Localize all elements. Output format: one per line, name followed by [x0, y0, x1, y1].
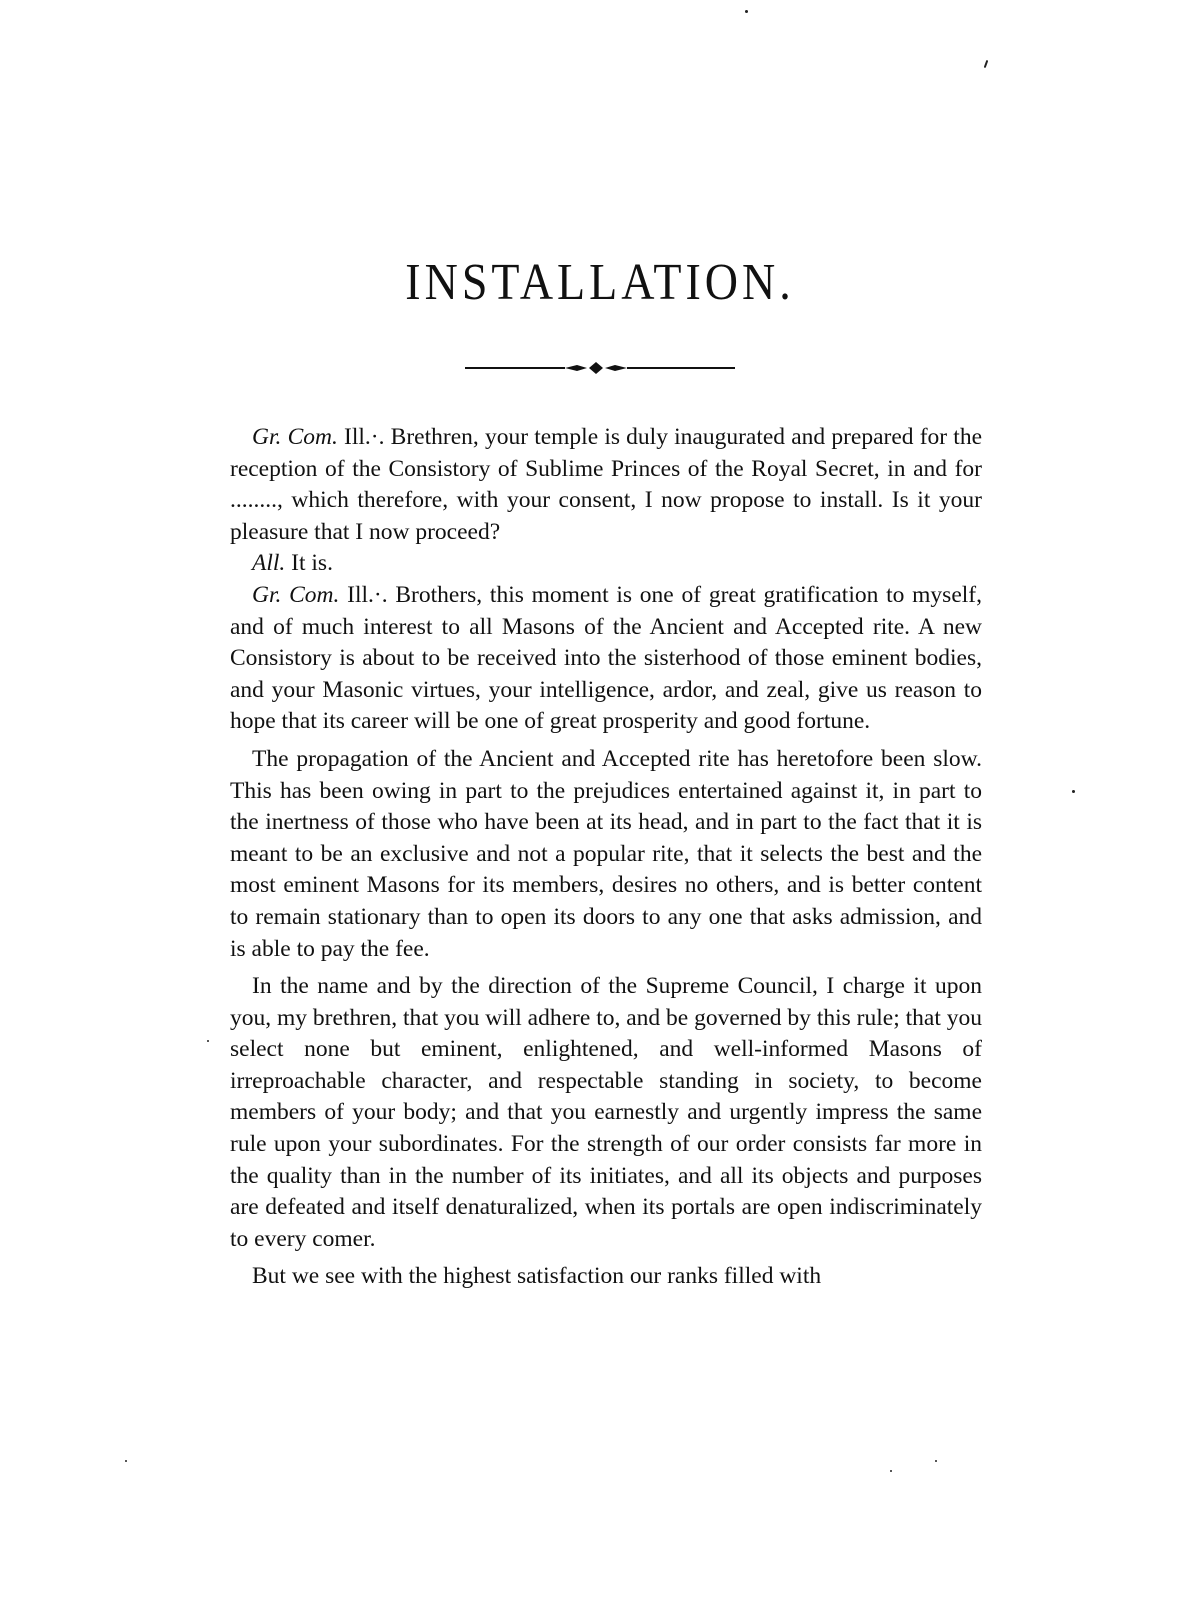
- paragraph-text: It is.: [291, 550, 333, 577]
- paragraph-1: [230, 422, 982, 548]
- speaker-label: All.: [252, 550, 286, 577]
- scan-speck: [207, 1040, 209, 1042]
- speaker-label: Gr. Com.: [252, 581, 340, 608]
- paragraph-text: Ill.·. Brethren, your temple is duly inaugurated and prepared for the reception of the Consistory of Sublime Princes of the Royal Secret, in and for ........, which therefore, with your consent, I now propose to install. Is it your pleasure that I now proceed?: [230, 424, 983, 545]
- page-title: INSTALLATION.: [405, 253, 795, 311]
- paragraph-2: [230, 548, 982, 580]
- body-text: [230, 422, 982, 1293]
- scan-speck: [125, 1460, 127, 1462]
- scan-speck: [935, 1460, 937, 1462]
- ornament-divider: [465, 358, 735, 378]
- paragraph-text: The propagation of the Ancient and Accepted rite has heretofore been slow. This has been owing in part to the prejudices entertained against it, in part to the inertness of those who have been at its head, and in part to the fact that it is meant to be an exclusive and not a popular rite, that it selects the best and the most eminent Masons for its members, desires no others, and is better content to remain stationary than to open its doors to any one that asks admission, and is able to pay the fee.: [230, 745, 982, 962]
- paragraph-5: [230, 971, 982, 1255]
- scan-speck: [984, 60, 989, 68]
- scan-speck: [745, 10, 748, 13]
- paragraph-text: In the name and by the direction of the Supreme Council, I charge it upon you, my brethren, that you will adhere to, and be governed by this rule; that you select none but eminent, enlightened, and well-informed Masons of irreproachable character, and respectable standing in society, to become members of your body; and that you earnestly and urgently impress the same rule upon your subordinates. For the strength of our order consists far more in the quality than in the number of its initiates, and all its objects and purposes are defeated and itself denaturalized, when its portals are open indiscriminately to every comer.: [230, 973, 982, 1252]
- paragraph-text: But we see with the highest satisfaction our ranks filled with: [252, 1263, 822, 1290]
- speaker-label: Gr. Com.: [252, 424, 338, 450]
- paragraph-6: [230, 1261, 982, 1293]
- paragraph-text: Ill.·. Brothers, this moment is one of great gratification to myself, and of much interest to all Masons of the Ancient and Accepted rite. A new Consistory is about to be received into the sisterhood of those eminent bodies, and your Masonic virtues, your intelligence, ardor, and zeal, give us reason to hope that its career will be one of great prosperity and good fortune.: [230, 581, 982, 735]
- scan-speck: [1072, 790, 1075, 793]
- paragraph-4: [230, 744, 982, 965]
- paragraph-3: [230, 580, 982, 738]
- scan-speck: [890, 1470, 892, 1472]
